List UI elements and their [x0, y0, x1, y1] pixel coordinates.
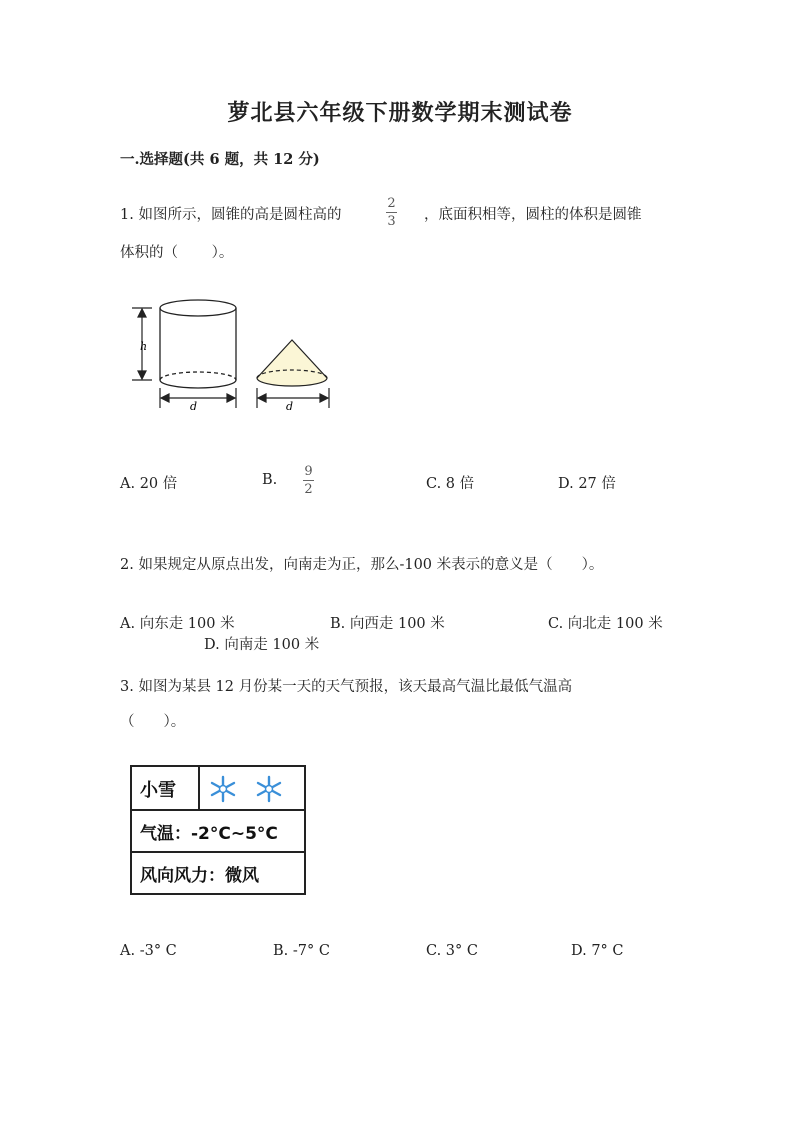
height-label: h	[140, 340, 148, 353]
snowflake-icon	[206, 773, 240, 805]
q2-option-d[interactable]: D. 向南走 100 米	[204, 637, 320, 653]
q1-option-b-denominator: 2	[304, 482, 313, 497]
cylinder-diameter-arrow	[160, 388, 236, 408]
q3-option-b[interactable]: B. -7° C	[273, 943, 330, 959]
q1-text-part1: 1. 如图所示，圆锥的高是圆柱高的	[120, 207, 342, 223]
q1-fraction-denominator: 3	[387, 214, 396, 229]
q1-option-b[interactable]: B.	[262, 472, 278, 488]
q3-text-part2: （ ）。	[120, 714, 186, 730]
weather-row-temperature	[132, 811, 304, 853]
q3-option-d[interactable]: D. 7° C	[571, 943, 624, 959]
weather-row-condition	[132, 767, 304, 811]
page-title: 萝北县六年级下册数学期末测试卷	[227, 100, 573, 126]
q2-option-c[interactable]: C. 向北走 100 米	[548, 616, 663, 632]
cone-shape	[257, 340, 327, 386]
q3-option-a[interactable]: A. -3° C	[120, 943, 177, 959]
q2-option-a[interactable]: A. 向东走 100 米	[120, 616, 235, 632]
q2-text: 2. 如果规定从原点出发，向南走为正，那么-100 米表示的意义是（ ）。	[120, 557, 604, 573]
weather-wind-label: 风向风力：微风	[140, 866, 259, 886]
q1-option-a[interactable]: A. 20 倍	[120, 476, 178, 492]
q1-option-d[interactable]: D. 27 倍	[558, 476, 616, 492]
q1-fraction-numerator: 2	[387, 196, 396, 211]
cylinder-cone-figure	[120, 290, 350, 420]
q1-option-c[interactable]: C. 8 倍	[426, 476, 475, 492]
q3-option-c[interactable]: C. 3° C	[426, 943, 478, 959]
q2-option-b[interactable]: B. 向西走 100 米	[330, 616, 445, 632]
weather-temperature-label: 气温：-2°C~5°C	[140, 824, 278, 844]
q1-text-part2: ，底面积相等，圆柱的体积是圆锥	[424, 207, 642, 223]
q1-fraction	[386, 196, 397, 229]
weather-condition-label: 小雪	[140, 780, 176, 801]
weather-forecast-card	[130, 765, 306, 895]
snowflake-icon	[252, 773, 286, 805]
section-heading: 一.选择题(共 6 题，共 12 分)	[120, 151, 320, 168]
q1-option-b-fraction	[303, 464, 314, 497]
q1-text-part3: 体积的（ ）。	[120, 245, 234, 261]
weather-row-wind	[132, 853, 304, 893]
cone-diameter-label: d	[286, 400, 294, 413]
q1-option-b-numerator: 9	[304, 464, 313, 479]
q3-text-part1: 3. 如图为某县 12 月份某一天的天气预报，该天最高气温比最低气温高	[120, 679, 573, 695]
cylinder-diameter-label: d	[190, 400, 198, 413]
cylinder-shape	[160, 300, 236, 388]
